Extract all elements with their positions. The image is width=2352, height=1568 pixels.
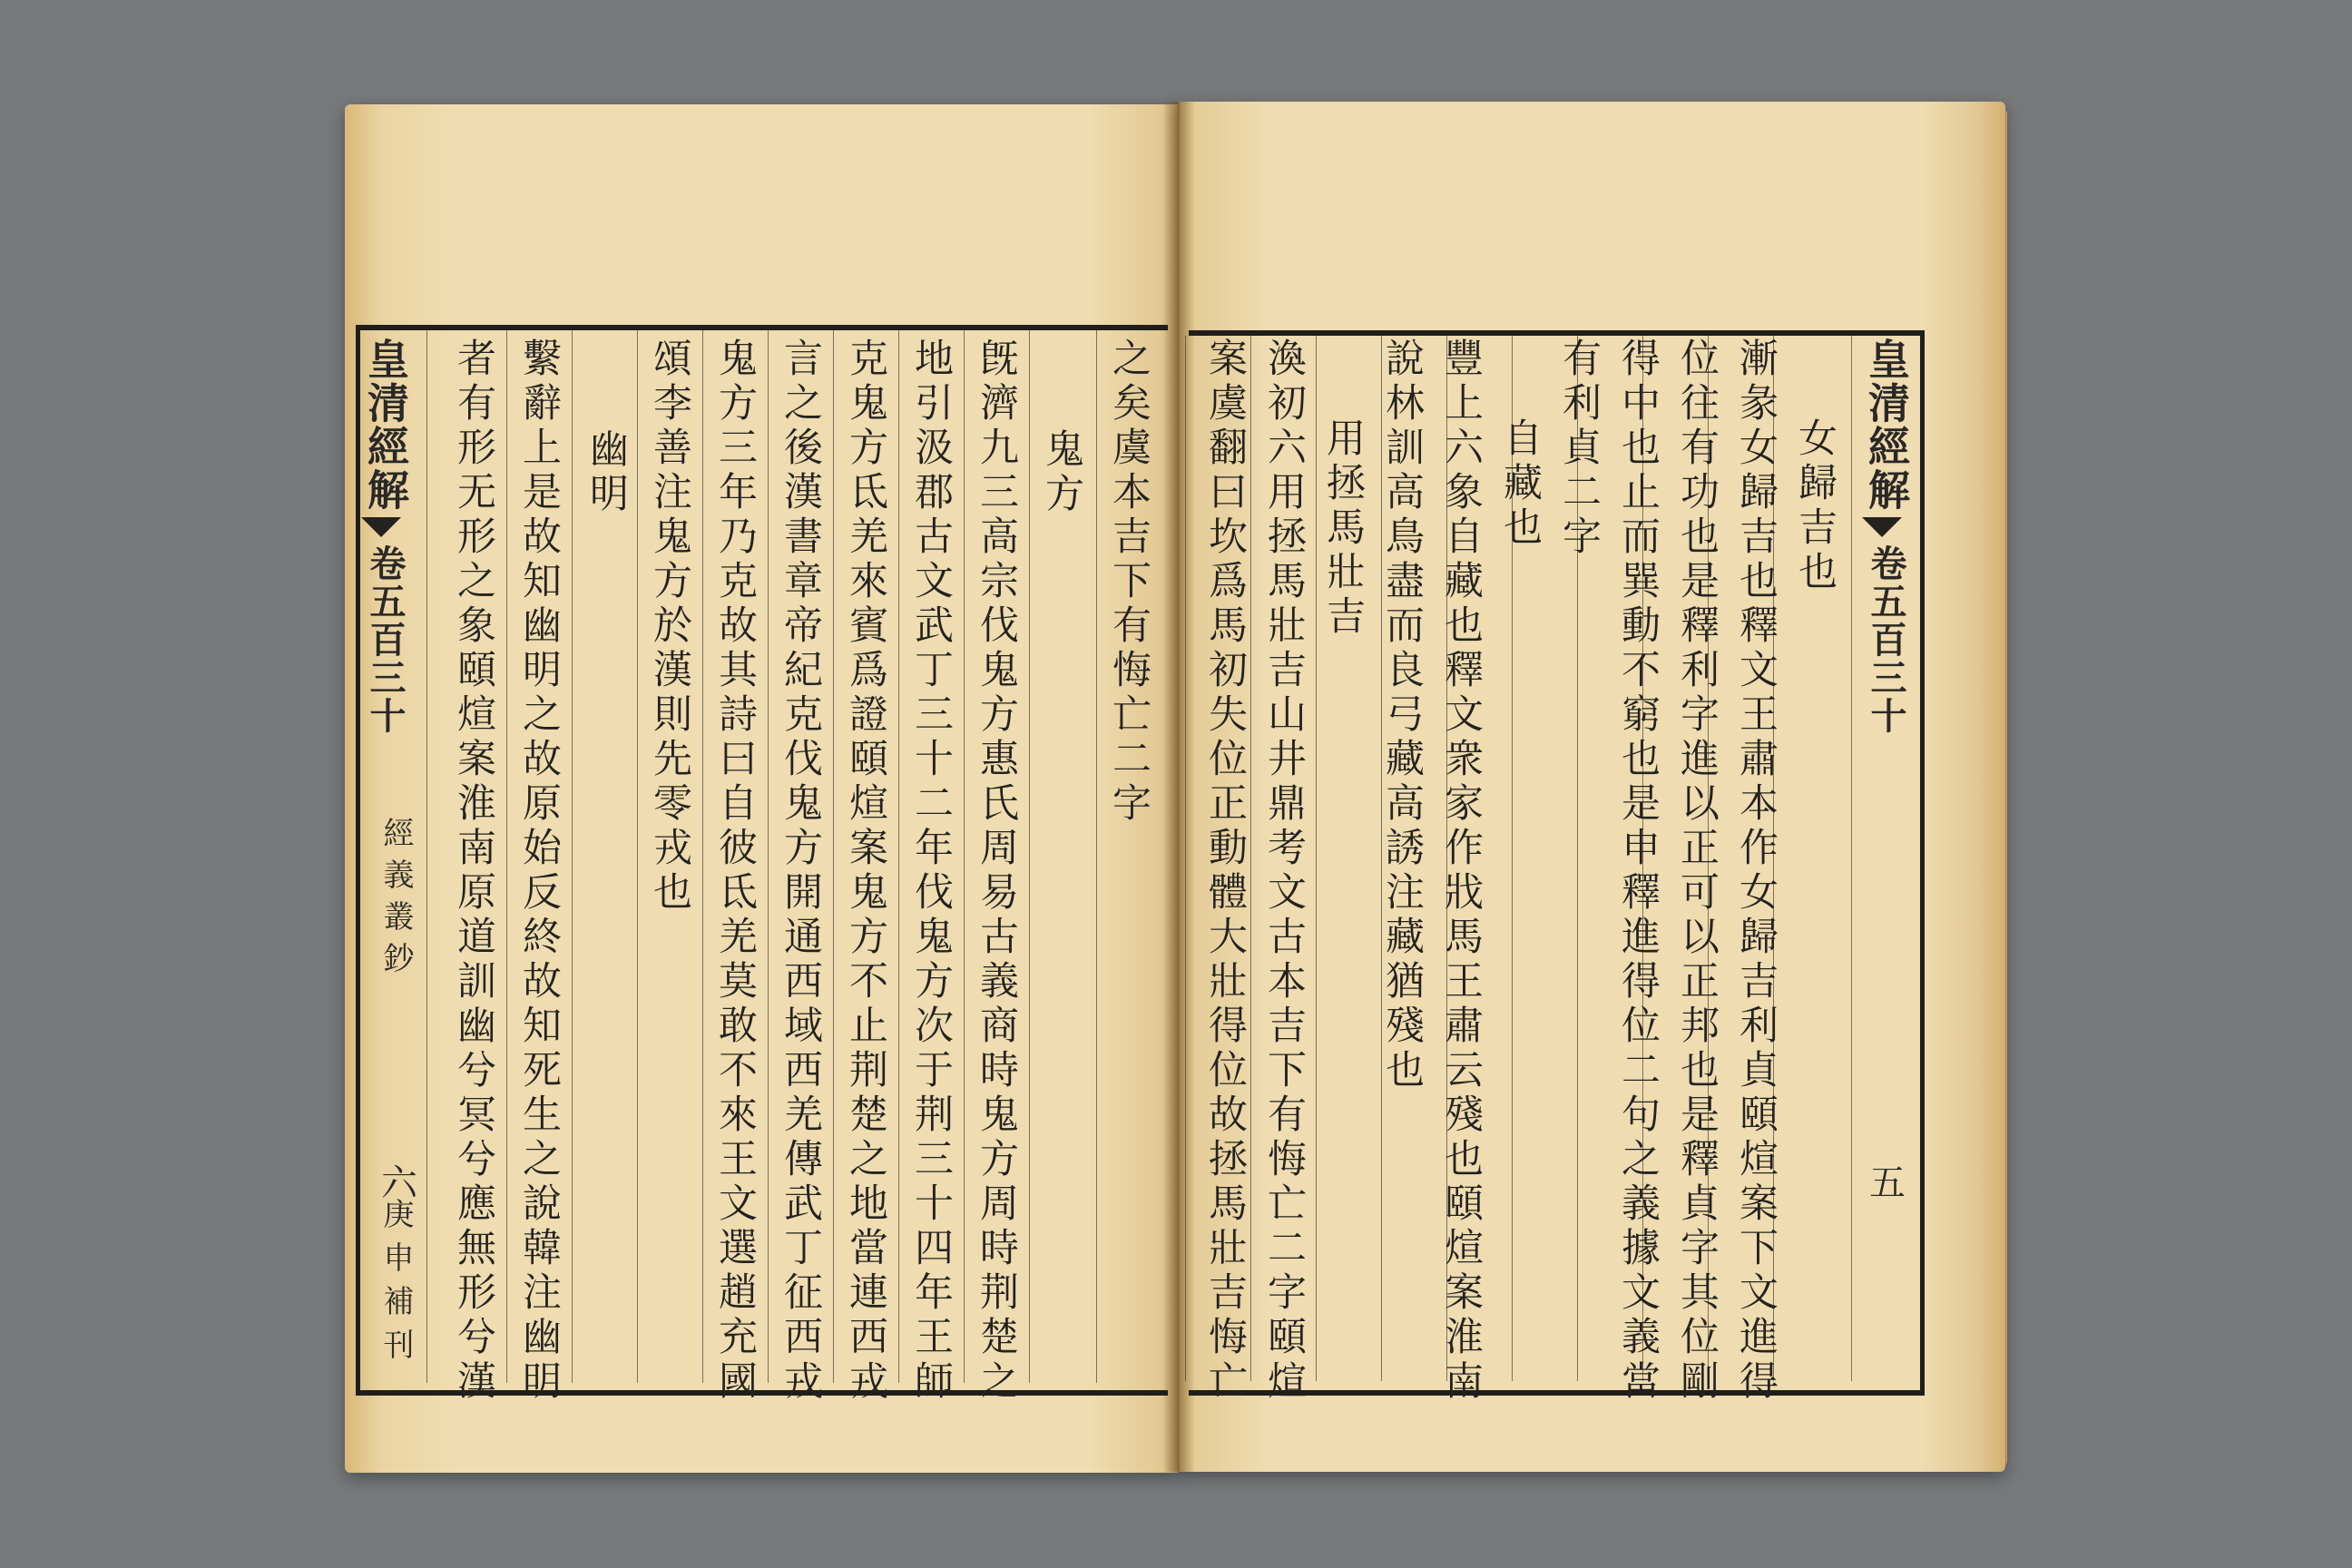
right-column-6: 自藏也	[1497, 417, 1543, 551]
fish-tail-mark	[361, 517, 401, 537]
right-margin-title: 皇清經解	[1862, 338, 1911, 512]
left-column-5: 克鬼方氐羌來賓爲證頤煊案鬼方不止荆楚之地當連西戎	[843, 338, 888, 1405]
left-column-11: 者有形无形之象頤煊案淮南原道訓幽兮冥兮應無形兮漢	[451, 338, 496, 1405]
right-margin-rule	[1851, 336, 1852, 1381]
column-rule	[1250, 336, 1251, 1381]
right-column-2: 漸彖女歸吉也釋文王肅本作女歸吉利貞頤煊案下文進得	[1733, 338, 1779, 1405]
left-margin-rule	[426, 330, 427, 1383]
left-margin-reprint: 庚申補刊	[377, 1198, 414, 1372]
left-margin-title: 皇清經解	[361, 338, 410, 512]
column-rule	[506, 330, 507, 1383]
right-column-3: 位往有功也是釋利字進以正可以正邦也是釋貞字其位剛	[1674, 338, 1720, 1405]
column-rule	[702, 330, 703, 1383]
fish-tail-mark	[1862, 517, 1902, 537]
right-margin-volume: 卷五百三十	[1865, 544, 1907, 735]
right-column-8: 說林訓高鳥盡而良弓藏高誘注藏猶殘也	[1379, 338, 1425, 1093]
column-rule	[1096, 330, 1097, 1383]
left-column-2: 鬼方	[1039, 428, 1084, 517]
left-column-4: 地引汲郡古文武丁三十二年伐鬼方次于荆三十四年王師	[908, 338, 954, 1405]
column-rule	[1316, 336, 1317, 1381]
left-column-6: 言之後漢書章帝紀克伐鬼方開通西域西羌傳武丁征西戎	[778, 338, 823, 1405]
left-column-7: 鬼方三年乃克故其詩曰自彼氐羌莫敢不來王文選趙充國	[712, 338, 758, 1405]
left-column-9: 幽明	[583, 428, 629, 517]
left-margin-series: 經義叢鈔	[377, 817, 414, 984]
column-rule	[637, 330, 638, 1383]
left-column-3: 旣濟九三高宗伐鬼方惠氏周易古義商時鬼方周時荆楚之	[974, 338, 1019, 1405]
left-margin-volume: 卷五百三十	[364, 544, 407, 735]
column-rule	[1185, 336, 1186, 1381]
right-column-1: 女歸吉也	[1792, 417, 1838, 595]
left-page-number: 六	[381, 1162, 417, 1204]
left-column-1: 之矣虞本吉下有悔亡二字	[1106, 338, 1152, 827]
left-column-8: 頌李善注鬼方於漢則先零戎也	[647, 338, 692, 916]
right-page-number: 五	[1869, 1162, 1906, 1204]
right-column-11-visible: 案虞翻曰坎爲馬初失位正動體大壯得位故拯馬壯吉悔亡	[1202, 338, 1248, 1405]
column-rule	[833, 330, 834, 1383]
right-column-7: 豐上六象自藏也釋文衆家作戕馬王肅云殘也頤煊案淮南	[1438, 338, 1484, 1405]
left-column-10: 繫辭上是故知幽明之故原始反終故知死生之說韓注幽明	[516, 338, 562, 1405]
column-rule	[768, 330, 769, 1383]
right-column-10: 渙初六用拯馬壯吉山井鼎考文古本吉下有悔亡二字頤煊	[1261, 338, 1307, 1405]
column-rule	[1029, 330, 1030, 1383]
column-rule	[898, 330, 899, 1383]
right-column-9: 用拯馬壯吉	[1320, 417, 1366, 640]
column-rule	[572, 330, 573, 1383]
right-column-5: 有利貞二字	[1556, 338, 1602, 560]
right-column-4: 得中也止而巽動不窮也是申釋進得位二句之義據文義當	[1615, 338, 1661, 1405]
column-rule	[964, 330, 965, 1383]
